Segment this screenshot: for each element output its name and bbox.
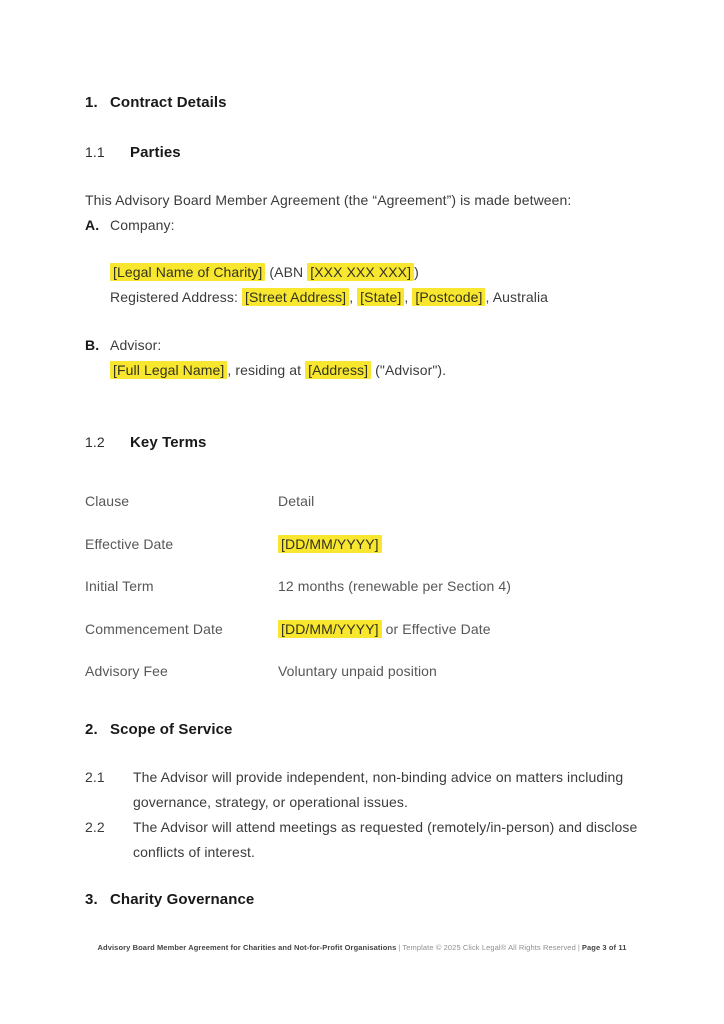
full-legal-name-placeholder: [Full Legal Name]: [110, 361, 227, 379]
party-a-label: A.: [85, 217, 100, 233]
party-b-block: [85, 333, 645, 383]
abn-label-text: (ABN: [265, 264, 308, 280]
section-heading-charity-governance: [85, 887, 254, 912]
subsection-number: 1.1: [85, 144, 105, 160]
street-address-placeholder: [Street Address]: [242, 288, 349, 306]
key-terms-header-row: [85, 489, 314, 514]
clause-text: The Advisor will provide independent, non-binding advice on matters including governance, strategy, or operational issues.: [133, 769, 624, 810]
footer-copyright: Template © 2025 Click Legal® All Rights Reserved: [402, 943, 576, 952]
footer-separator: |: [577, 943, 580, 952]
party-a-name: Company:: [110, 217, 175, 233]
section-title: Charity Governance: [110, 891, 255, 908]
detail-cell: [278, 617, 491, 642]
registered-address-label: Registered Address:: [110, 289, 242, 305]
residing-at-text: , residing at: [227, 362, 306, 378]
subsection-heading-parties: [85, 140, 181, 165]
scope-clauses: [85, 765, 638, 865]
clause-number: 2.1: [85, 769, 105, 785]
clause-2-1: [85, 765, 638, 815]
section-number: 2.: [85, 721, 98, 738]
detail-cell: 12 months (renewable per Section 4): [278, 578, 512, 594]
advisor-quote-text: ("Advisor").: [371, 362, 447, 378]
footer-separator: |: [398, 943, 401, 952]
clause-cell: Advisory Fee: [85, 663, 168, 679]
closing-paren-text: ): [414, 264, 419, 280]
table-row: [85, 659, 437, 684]
section-number: 1.: [85, 94, 98, 111]
clause-cell: Initial Term: [85, 578, 154, 594]
section-title: Scope of Service: [110, 721, 233, 738]
column-header-detail: Detail: [278, 493, 315, 509]
company-legal-name-line: [110, 260, 645, 285]
company-details: [85, 260, 645, 310]
column-header-clause: Clause: [85, 493, 130, 509]
party-b-heading: [85, 333, 645, 358]
country-text: , Australia: [485, 289, 549, 305]
section-heading-scope-of-service: [85, 717, 233, 742]
footer-page-number: Page 3 of 11: [581, 943, 627, 952]
subsection-title: Key Terms: [130, 434, 207, 451]
parties-intro-paragraph: This Advisory Board Member Agreement (the “Agreement”) is made between:: [85, 192, 572, 208]
company-address-line: [110, 285, 645, 310]
commencement-date-placeholder: [DD/MM/YYYY]: [278, 620, 382, 638]
clause-text: The Advisor will attend meetings as requested (remotely/in-person) and disclose conflicts of interest.: [133, 819, 638, 860]
advisor-details-line: [85, 358, 645, 383]
state-placeholder: [State]: [357, 288, 404, 306]
page-footer: [0, 942, 724, 953]
table-row: [85, 532, 382, 557]
comma-text: ,: [404, 289, 413, 305]
detail-cell: [278, 532, 382, 557]
subsection-heading-key-terms: [85, 430, 207, 455]
section-title: Contract Details: [110, 94, 227, 111]
clause-number: 2.2: [85, 819, 105, 835]
abn-placeholder: [XXX XXX XXX]: [307, 263, 414, 281]
party-b-name: Advisor:: [110, 337, 162, 353]
effective-date-placeholder: [DD/MM/YYYY]: [278, 535, 382, 553]
clause-cell: Commencement Date: [85, 621, 223, 637]
clause-cell: Effective Date: [85, 536, 174, 552]
party-a-heading: [85, 213, 175, 238]
footer-doc-title: Advisory Board Member Agreement for Charities and Not-for-Profit Organisations: [97, 943, 397, 952]
table-row: [85, 574, 511, 599]
clause-2-2: [85, 815, 638, 865]
table-row: [85, 617, 491, 642]
subsection-title: Parties: [130, 144, 181, 161]
legal-name-placeholder: [Legal Name of Charity]: [110, 263, 265, 281]
or-effective-date-text: or Effective Date: [381, 621, 491, 637]
subsection-number: 1.2: [85, 434, 105, 450]
address-placeholder: [Address]: [305, 361, 371, 379]
party-b-label: B.: [85, 337, 100, 353]
postcode-placeholder: [Postcode]: [412, 288, 485, 306]
section-number: 3.: [85, 891, 98, 908]
section-heading-contract-details: [85, 90, 227, 115]
detail-cell: Voluntary unpaid position: [278, 663, 437, 679]
comma-text: ,: [349, 289, 358, 305]
